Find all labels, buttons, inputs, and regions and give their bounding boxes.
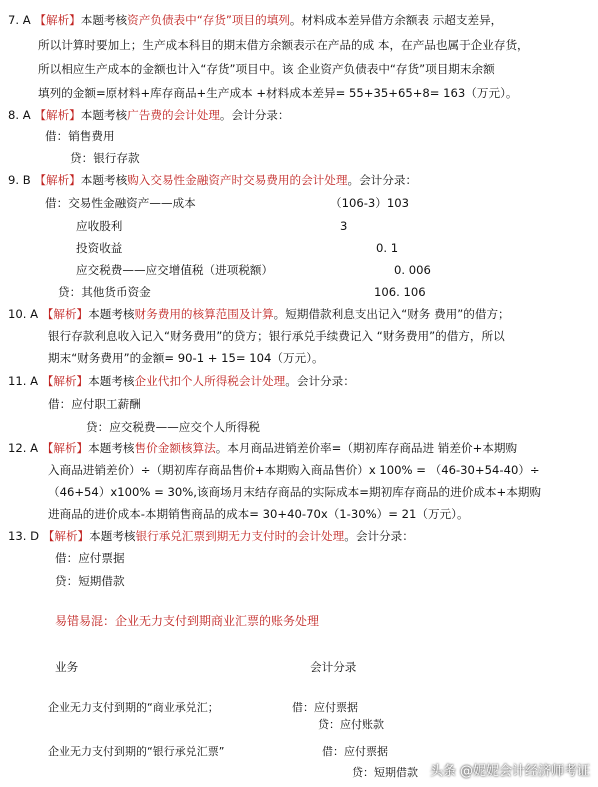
- row-2-debit: 借：应付票据: [322, 745, 388, 758]
- q10-line-2: 银行存款利息收入记入“财务费用”的贷方；银行承兑手续费记入 “财务费用”的借方，所以: [48, 329, 505, 343]
- row-1-debit: 借：应付票据: [292, 701, 358, 714]
- q9-entry-1-account: 借：交易性金融资产——成本: [45, 196, 196, 210]
- q8-debit: 借：销售费用: [45, 129, 115, 143]
- q12-line-4: 进商品的进价成本-本期销售商品的成本= 30+40-70x（1-30%）= 21（万元）。: [48, 507, 469, 521]
- q13-line-1: 13. D 【解析】本题考核银行承兑汇票到期无力支付时的会计处理。会计分录：: [8, 529, 414, 543]
- q9-entry-1-amount: （106-3）103: [330, 196, 410, 210]
- row-2-credit: 贷：短期借款: [352, 766, 418, 779]
- q9-entry-3-amount: 0. 1: [376, 241, 399, 255]
- q7-line-2: 所以计算时要加上；生产成本科目的期末借方余额表示在产品的成 本，在产品也属于企业存货，: [38, 38, 529, 52]
- q10-line-1: 10. A 【解析】本题考核财务费用的核算范围及计算。短期借款利息支出记入“财务 费用”的借方；: [8, 307, 510, 321]
- q12-line-3: （46+54）x100% = 30%,该商场月末结存商品的实际成本=期初库存商品的进价成本+本期购: [48, 485, 542, 499]
- q8-credit: 贷：银行存款: [70, 151, 140, 165]
- q12-line-1: 12. A 【解析】本题考核售价金额核算法。本月商品进销差价率=（期初库存商品进 销差价+本期购: [8, 441, 518, 455]
- table-header-entry: 会计分录: [310, 660, 357, 674]
- row-2-business: 企业无力支付到期的“银行承兑汇票”: [48, 745, 225, 758]
- q9-entry-3-account: 投资收益: [76, 241, 123, 255]
- q9-entry-5-amount: 106. 106: [374, 285, 426, 299]
- q10-line-3: 期末“财务费用”的金额= 90-1 + 15= 104（万元）。: [48, 351, 324, 365]
- q9-entry-4-account: 应交税费——应交增值税（进项税额）: [76, 263, 274, 277]
- confusion-heading: 易错易混：企业无力支付到期商业汇票的账务处理: [55, 614, 320, 628]
- row-1-credit: 贷：应付账款: [318, 718, 384, 731]
- q12-line-2: 入商品进销差价）÷（期初库存商品售价+本期购入商品售价）x 100% = （46-30+54-40）÷: [48, 463, 540, 477]
- row-1-business: 企业无力支付到期的“商业承兑汇；: [48, 701, 219, 714]
- q11-debit: 借：应付职工薪酬: [48, 397, 141, 411]
- q7-line-4: 填列的金额=原材料+库存商品+生产成本 +材料成本差异= 55+35+65+8= 163（万元）。: [38, 86, 518, 100]
- q7-line-3: 所以相应生产成本的金额也计入“存货”项目中。该 企业资产负债表中“存货”项目期末余额: [38, 62, 495, 76]
- q11-credit: 贷：应交税费——应交个人所得税: [86, 420, 260, 434]
- q9-entry-5-account: 贷：其他货币资金: [58, 285, 151, 299]
- q9-line-1: 9. B 【解析】本题考核购入交易性金融资产时交易费用的会计处理。会计分录：: [8, 173, 418, 187]
- q13-debit: 借：应付票据: [55, 551, 125, 565]
- q9-entry-2-account: 应收股利: [76, 219, 123, 233]
- q7-line-1: 7. A 【解析】本题考核资产负债表中“存货”项目的填列。材料成本差异借方余额表 示超支差异，: [8, 13, 503, 27]
- q8-line-1: 8. A 【解析】本题考核广告费的会计处理。会计分录：: [8, 108, 290, 122]
- table-header-business: 业务: [55, 660, 79, 674]
- q11-line-1: 11. A 【解析】本题考核企业代扣个人所得税会计处理。会计分录：: [8, 374, 355, 388]
- q9-entry-2-amount: 3: [340, 219, 348, 233]
- q9-entry-4-amount: 0. 006: [394, 263, 431, 277]
- q13-credit: 贷：短期借款: [55, 574, 125, 588]
- watermark-text: 头条 @妮妮会计经济师考证: [429, 764, 590, 779]
